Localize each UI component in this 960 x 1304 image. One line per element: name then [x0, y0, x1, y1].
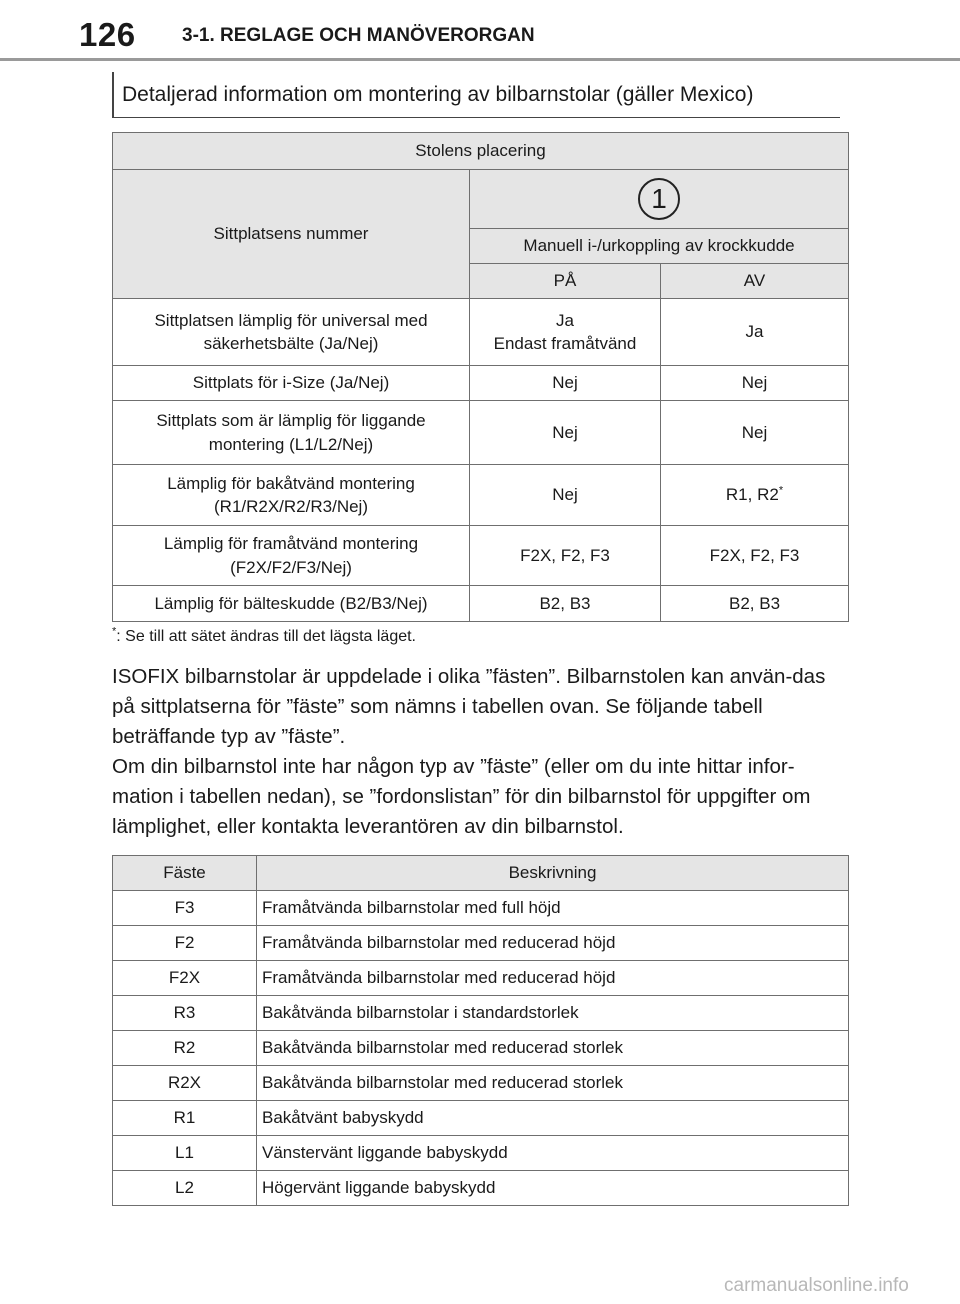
page-number: 126 — [79, 16, 136, 53]
anchor-types-table — [112, 855, 849, 1206]
table-row: R2X Bakåtvända bilbarnstolar med reducerad storlek — [113, 1066, 849, 1101]
table-row: L2 Högervänt liggande babyskydd — [113, 1171, 849, 1206]
table-row: Lämplig för framåtvänd montering (F2X/F2/F3/Nej) F2X, F2, F3 F2X, F2, F3 — [113, 526, 849, 586]
col-on: PÅ — [470, 264, 661, 299]
paragraph: Om din bilbarnstol inte har någon typ av ”fäste” (eller om du inte hittar infor-mation i tabellen nedan), se ”fordonslistan” för din bilbarnstol för uppgifter om lämplighet, eller kontakta leverantören av din bilbarnstol. — [112, 755, 811, 838]
seat-number-cell — [470, 170, 849, 229]
table-row: Sittplats som är lämplig för liggande montering (L1/L2/Nej) Nej Nej — [113, 401, 849, 465]
table-row: R2 Bakåtvända bilbarnstolar med reducerad storlek — [113, 1031, 849, 1066]
table-row: Sittplats för i-Size (Ja/Nej) Nej Nej — [113, 366, 849, 401]
watermark: carmanualsonline.info — [724, 1275, 909, 1296]
seat-number-circle: 1 — [638, 178, 680, 220]
seat-number-label: Sittplatsens nummer — [113, 170, 470, 299]
body-text — [112, 662, 852, 842]
chapter-title: 3-1. REGLAGE OCH MANÖVERORGAN — [182, 25, 535, 46]
page-header — [0, 0, 960, 66]
table-row: R3 Bakåtvända bilbarnstolar i standardstorlek — [113, 996, 849, 1031]
table-row: Lämplig för bälteskudde (B2/B3/Nej) B2, B3 B2, B3 — [113, 586, 849, 622]
table-row: Sittplatsen lämplig för universal med säkerhetsbälte (Ja/Nej) Ja Endast framåtvänd Ja — [113, 299, 849, 366]
footnote-marker: * — [778, 484, 784, 497]
table-row: F2X Framåtvända bilbarnstolar med reducerad höjd — [113, 961, 849, 996]
table-row: R1 Bakåtvänt babyskydd — [113, 1101, 849, 1136]
table-row: L1 Vänstervänt liggande babyskydd — [113, 1136, 849, 1171]
table-row: F3 Framåtvända bilbarnstolar med full höjd — [113, 891, 849, 926]
footnote: *: Se till att sätet ändras till det lägsta läget. — [112, 625, 416, 645]
col-header-anchor: Fäste — [113, 856, 257, 891]
seat-placement-table — [112, 132, 849, 622]
col-off: AV — [661, 264, 849, 299]
header-rule — [0, 58, 960, 61]
section-title: Detaljerad information om montering av bilbarnstolar (gäller Mexico) — [112, 72, 840, 118]
col-header-description: Beskrivning — [257, 856, 849, 891]
table-title: Stolens placering — [113, 133, 849, 170]
paragraph: ISOFIX bilbarnstolar är uppdelade i olika ”fästen”. Bilbarnstolen kan använ-das på sittplatserna för ”fäste” som nämns i tabellen ovan. Se följande tabell beträffande typ av ”fäste”. — [112, 665, 826, 748]
table-row: Lämplig för bakåtvänd montering (R1/R2X/R2/R3/Nej) Nej R1, R2* — [113, 465, 849, 526]
airbag-label: Manuell i-/urkoppling av krockkudde — [470, 229, 849, 264]
table-row: F2 Framåtvända bilbarnstolar med reducerad höjd — [113, 926, 849, 961]
